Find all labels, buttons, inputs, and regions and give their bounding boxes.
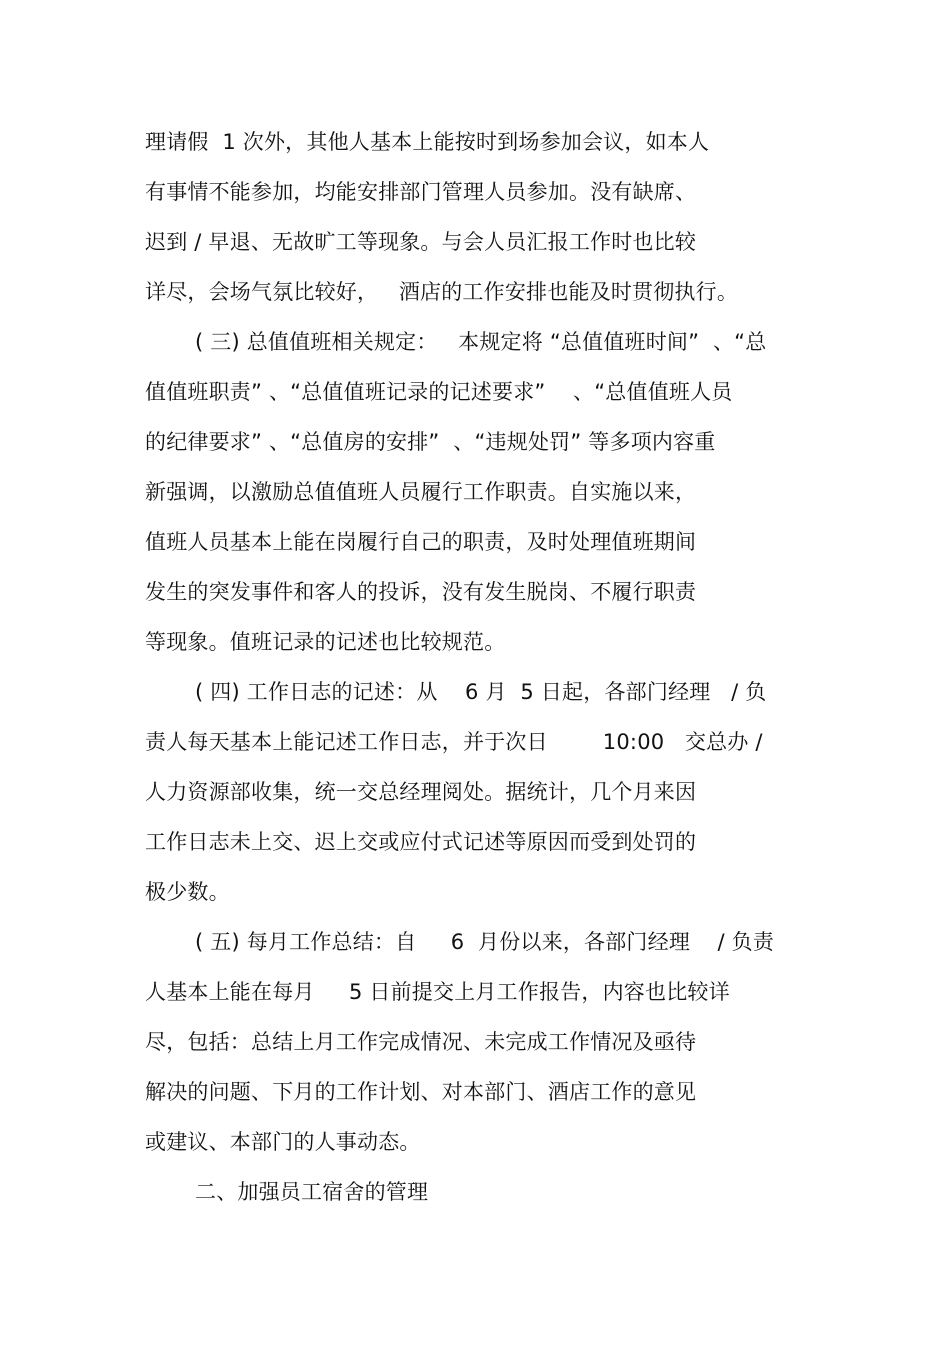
- text-line: 或建议、本部门的人事动态。: [145, 1130, 421, 1154]
- text-line: 解决的问题、下月的工作计划、对本部门、酒店工作的意见: [145, 1080, 697, 1104]
- text-line: 的纪律要求” 、“总值房的安排” 、“违规处罚” 等多项内容重: [145, 430, 716, 454]
- text-line: 人基本上能在每月 5 日前提交上月工作报告，内容也比较详: [145, 980, 730, 1004]
- text-line: 理请假 1 次外，其他人基本上能按时到场参加会议，如本人: [145, 130, 710, 154]
- text-line: 发生的突发事件和客人的投诉，没有发生脱岗、不履行职责: [145, 580, 697, 604]
- text-line: 有事情不能参加，均能安排部门管理人员参加。没有缺席、: [145, 180, 697, 204]
- text-line: 等现象。值班记录的记述也比较规范。: [145, 630, 506, 654]
- text-line: 人力资源部收集，统一交总经理阅处。据统计，几个月来因: [145, 780, 697, 804]
- section-heading: 二、加强员工宿舍的管理: [195, 1180, 429, 1204]
- text-line: 极少数。: [145, 880, 230, 904]
- text-line: 详尽，会场气氛比较好， 酒店的工作安排也能及时贯彻执行。: [145, 280, 739, 304]
- text-line: 值班人员基本上能在岗履行自己的职责，及时处理值班期间: [145, 530, 697, 554]
- paragraph-start-line: ( 三) 总值值班相关规定： 本规定将 “总值值班时间” 、“总: [195, 330, 767, 354]
- text-line: 尽，包括：总结上月工作完成情况、未完成工作情况及亟待: [145, 1030, 697, 1054]
- paragraph-start-line: ( 四) 工作日志的记述：从 6 月 5 日起，各部门经理 / 负: [195, 680, 767, 704]
- text-line: 迟到 / 早退、无故旷工等现象。与会人员汇报工作时也比较: [145, 230, 697, 254]
- text-line: 值值班职责” 、“总值值班记录的记述要求” 、“总值值班人员: [145, 380, 733, 404]
- text-line: 新强调，以激励总值值班人员履行工作职责。自实施以来，: [145, 480, 697, 504]
- text-line: 工作日志未上交、迟上交或应付式记述等原因而受到处罚的: [145, 830, 697, 854]
- paragraph-start-line: ( 五) 每月工作总结：自 6 月份以来，各部门经理 / 负责: [195, 930, 775, 954]
- text-line: 责人每天基本上能记述工作日志，并于次日 10:00 交总办 /: [145, 730, 763, 754]
